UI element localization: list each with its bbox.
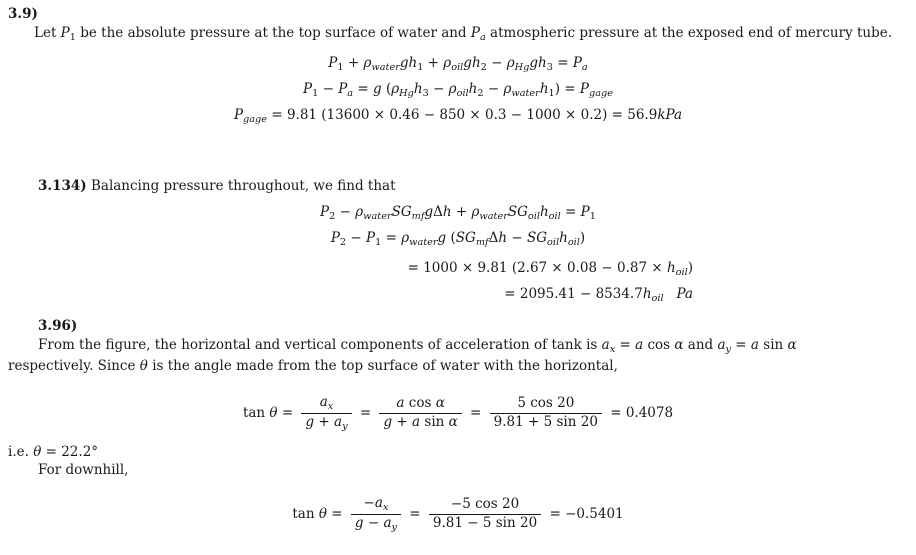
fraction-numerator: 5 cos 20 bbox=[490, 396, 602, 414]
fraction bbox=[490, 396, 602, 430]
text-from-figure: From the figure, the horizontal and vertical components of acceleration of tank is bbox=[38, 337, 602, 353]
fraction-denominator: 9.81 − 5 sin 20 bbox=[432, 514, 538, 531]
problem-3-9-body: Let $P_1$ be the absolute pressure at the top surface of water and $P_a$ atmospheric pressure at the exposed end of mercury tube. bbox=[34, 25, 893, 43]
equation-line: = $2095.41 - 8534.7h_{oil}$ Pa bbox=[504, 286, 693, 305]
equation-line: = 1000 × 9.81 $(2.67 \times 0.08 - 0.87 \times h_{oil})$ bbox=[407, 259, 693, 278]
theta-value: = 22.2° bbox=[41, 443, 99, 460]
problem-label: 3.96) bbox=[38, 318, 78, 334]
equation-line: $P_1 + \rho_{water}gh_1 + \rho_{oil}gh_2 - \rho_{Hg}gh_3 = P_a$ bbox=[328, 54, 588, 73]
problem-3-96 bbox=[8, 318, 908, 537]
text-respectively: respectively. Since bbox=[8, 357, 140, 374]
text-and: and bbox=[683, 337, 718, 353]
problem-3-134-intro: Balancing pressure throughout, we find that bbox=[90, 178, 396, 194]
problem-3-96-tan-equation bbox=[8, 395, 908, 432]
text-mid2: atmospheric pressure at the exposed end of mercury tube. bbox=[485, 25, 893, 41]
equation-line: $P_{gage} = 9.81$ (13600 × 0.46 − 850 × 0.3 − 1000 × 0.2) = 56.9kPa bbox=[233, 106, 683, 125]
text-theta-angle: is the angle made from the top surface of water with the horizontal, bbox=[147, 357, 618, 374]
equation-line: $P_1 - P_a = g$ $(\rho_{Hg}h_3 - \rho_{oil}h_2 - \rho_{water}h_1) = P_{gage}$ bbox=[303, 80, 613, 99]
problem-3-96-body: From the figure, the horizontal and vertical components of acceleration of tank is $a_x = a$ cos α and $a_y = a$ sin α respectively. Since θ is the angle made from the top surface of water with the horizontal, bbox=[8, 337, 797, 374]
problem-3-9 bbox=[8, 6, 908, 133]
problem-3-96-downhill-equation bbox=[8, 496, 908, 533]
problem-3-134-equations bbox=[8, 200, 908, 252]
fraction bbox=[429, 497, 541, 531]
fraction: $\frac{-a_x}{g - a_y}$ bbox=[351, 496, 401, 533]
problem-3-134-results bbox=[8, 256, 908, 309]
text-ie: i.e. bbox=[8, 443, 34, 460]
problem-3-134 bbox=[8, 178, 908, 308]
problem-3-9-equations bbox=[8, 51, 908, 129]
problem-3-96-label-line bbox=[8, 318, 908, 334]
equation-line: tan θ = $\frac{a_x}{g + a_y}$ = $\frac{\text{a cos α}}{\text{g + a sin α}}$ = $\frac{5 \cos 20}{9.81 + 5 \sin 20}$ = 0.4078 bbox=[242, 393, 674, 432]
fraction-denominator: 9.81 + 5 sin 20 bbox=[493, 413, 598, 430]
equation-line: tan θ = $\frac{-a_x}{g - a_y}$ = $\frac{-5 \cos 20}{9.81 - 5 \sin 20}$ = −0.5401 bbox=[292, 494, 624, 533]
fraction-numerator: −5 cos 20 bbox=[429, 497, 541, 515]
text-mid1: be the absolute pressure at the top surface of water and bbox=[75, 25, 471, 41]
problem-label: 3.134) bbox=[38, 178, 87, 194]
downhill-label bbox=[8, 462, 908, 478]
problem-label: 3.9) bbox=[8, 6, 38, 22]
problem-3-134-label-line bbox=[8, 178, 908, 194]
equation-line: $P_2 - \rho_{water}SG_{mf}g\Delta h + \rho_{water}SG_{oil}h_{oil} = P_1$ bbox=[320, 204, 596, 222]
downhill-text: For downhill, bbox=[38, 461, 129, 478]
tan-theta-downhill-value: = −0.5401 bbox=[549, 505, 624, 522]
tan-theta-value: = 0.4078 bbox=[610, 404, 674, 421]
fraction: $\frac{a_x}{g + a_y}$ bbox=[301, 395, 351, 432]
text-let: Let bbox=[34, 25, 61, 41]
fraction: $\frac{\text{a cos α}}{\text{g + a sin α}}$ bbox=[379, 396, 461, 430]
theta-result-line: i.e. θ = 22.2° bbox=[8, 443, 99, 460]
problem-3-9-label-line bbox=[8, 6, 908, 22]
equation-line: $P_2 - P_1 = \rho_{water}g$ $(SG_{mf}\Delta h - SG_{oil}h_{oil})$ bbox=[330, 229, 586, 248]
